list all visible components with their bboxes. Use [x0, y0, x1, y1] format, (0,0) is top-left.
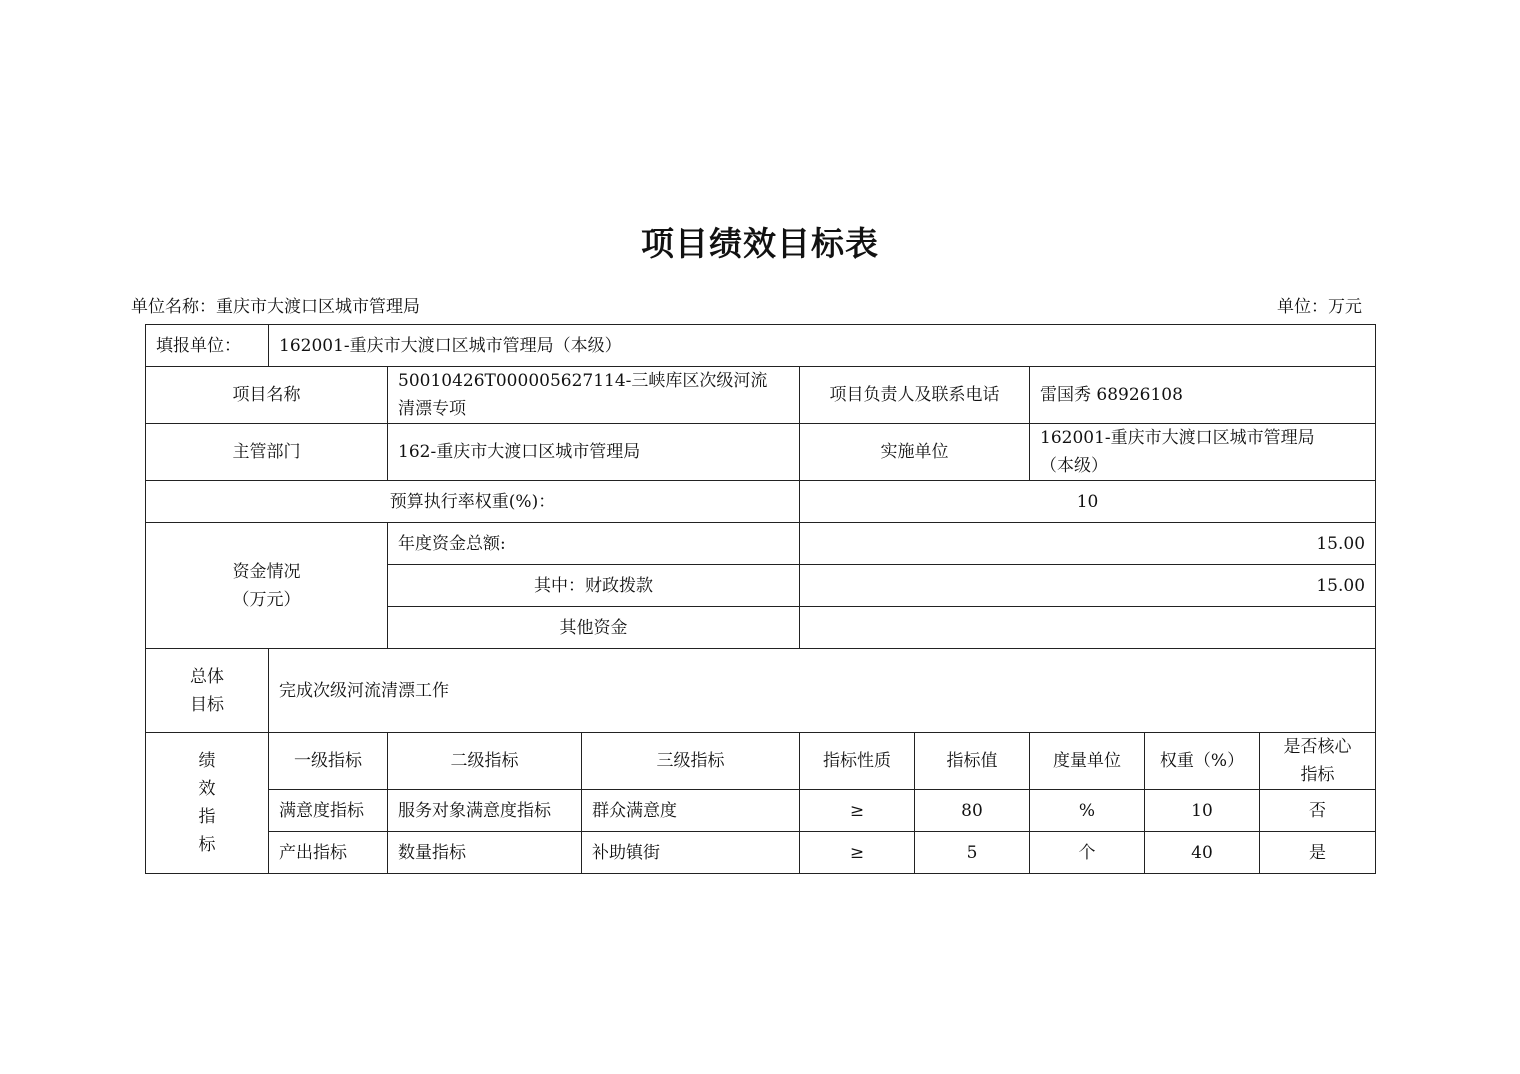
- row-project-name: [146, 367, 1376, 424]
- dept-value: 162-重庆市大渡口区城市管理局: [388, 424, 800, 481]
- indicators-label: [146, 733, 269, 874]
- project-name-label: 项目名称: [146, 367, 388, 424]
- indicators-label-char: 标: [198, 835, 216, 855]
- fiscal-label: 其中：财政拨款: [388, 565, 800, 607]
- contact-label: 项目负责人及联系电话: [800, 367, 1030, 424]
- funds-label: [146, 523, 388, 649]
- row-indicator-headers: [146, 733, 1376, 790]
- impl-value-line1: 162001-重庆市大渡口区城市管理局: [1040, 428, 1315, 448]
- indicator-nature: ≥: [800, 832, 915, 874]
- header-unit: 度量单位: [1030, 733, 1145, 790]
- funds-label-line1: 资金情况: [232, 561, 301, 582]
- dept-label: 主管部门: [146, 424, 388, 481]
- page-title: 项目绩效目标表: [641, 224, 879, 263]
- row-budget-weight: [146, 481, 1376, 523]
- table-row: [146, 832, 1376, 874]
- indicator-weight: 40: [1145, 832, 1260, 874]
- annual-total-label: 年度资金总额:: [388, 523, 800, 565]
- project-name-value-line1: 50010426T000005627114-三峡库区次级河流: [398, 371, 768, 391]
- goal-label: [146, 649, 269, 733]
- unit-name: 单位名称：重庆市大渡口区城市管理局: [131, 297, 420, 317]
- goal-label-line2: 目标: [190, 694, 224, 715]
- fiscal-value: 15.00: [800, 565, 1376, 607]
- impl-label: 实施单位: [800, 424, 1030, 481]
- indicator-level2: 服务对象满意度指标: [388, 790, 582, 832]
- header-weight: 权重（%）: [1145, 733, 1260, 790]
- other-funds-value: [800, 607, 1376, 649]
- indicator-unit: %: [1030, 790, 1145, 832]
- indicator-level1: 满意度指标: [269, 790, 388, 832]
- currency-unit: 单位：万元: [1277, 297, 1362, 317]
- indicator-core: 是: [1260, 832, 1376, 874]
- row-dept: [146, 424, 1376, 481]
- indicator-level3: 群众满意度: [582, 790, 800, 832]
- annual-total-value: 15.00: [800, 523, 1376, 565]
- indicator-level1: 产出指标: [269, 832, 388, 874]
- row-annual-total: [146, 523, 1376, 565]
- header-core: [1260, 733, 1376, 790]
- indicator-value: 5: [915, 832, 1030, 874]
- header-value: 指标值: [915, 733, 1030, 790]
- indicators-label-char: 效: [198, 779, 216, 799]
- reporting-unit-value: 162001-重庆市大渡口区城市管理局（本级）: [269, 325, 1376, 367]
- indicator-weight: 10: [1145, 790, 1260, 832]
- budget-weight-value: 10: [800, 481, 1376, 523]
- header-core-line1: 是否核心: [1283, 737, 1352, 757]
- indicators-label-char: 指: [198, 807, 216, 827]
- table-row: [146, 790, 1376, 832]
- header-level3: 三级指标: [582, 733, 800, 790]
- impl-value: [1030, 424, 1376, 481]
- goal-label-line1: 总体: [190, 666, 224, 687]
- row-reporting-unit: [146, 325, 1376, 367]
- budget-weight-label: 预算执行率权重(%)：: [146, 481, 800, 523]
- impl-value-line2: （本级）: [1040, 456, 1108, 476]
- contact-value: 雷国秀 68926108: [1030, 367, 1376, 424]
- indicator-level2: 数量指标: [388, 832, 582, 874]
- project-name-value: [388, 367, 800, 424]
- performance-table: [145, 324, 1376, 874]
- header-level1: 一级指标: [269, 733, 388, 790]
- row-overall-goal: [146, 649, 1376, 733]
- header-nature: 指标性质: [800, 733, 915, 790]
- indicator-value: 80: [915, 790, 1030, 832]
- funds-label-line2: （万元）: [232, 589, 301, 610]
- goal-value: 完成次级河流清漂工作: [269, 649, 1376, 733]
- project-name-value-line2: 清漂专项: [398, 399, 466, 419]
- indicator-level3: 补助镇街: [582, 832, 800, 874]
- other-funds-label: 其他资金: [388, 607, 800, 649]
- indicator-unit: 个: [1030, 832, 1145, 874]
- indicator-nature: ≥: [800, 790, 915, 832]
- header-level2: 二级指标: [388, 733, 582, 790]
- reporting-unit-label: 填报单位：: [146, 325, 269, 367]
- indicators-label-char: 绩: [198, 751, 216, 771]
- header-core-line2: 指标: [1300, 765, 1335, 785]
- indicator-core: 否: [1260, 790, 1376, 832]
